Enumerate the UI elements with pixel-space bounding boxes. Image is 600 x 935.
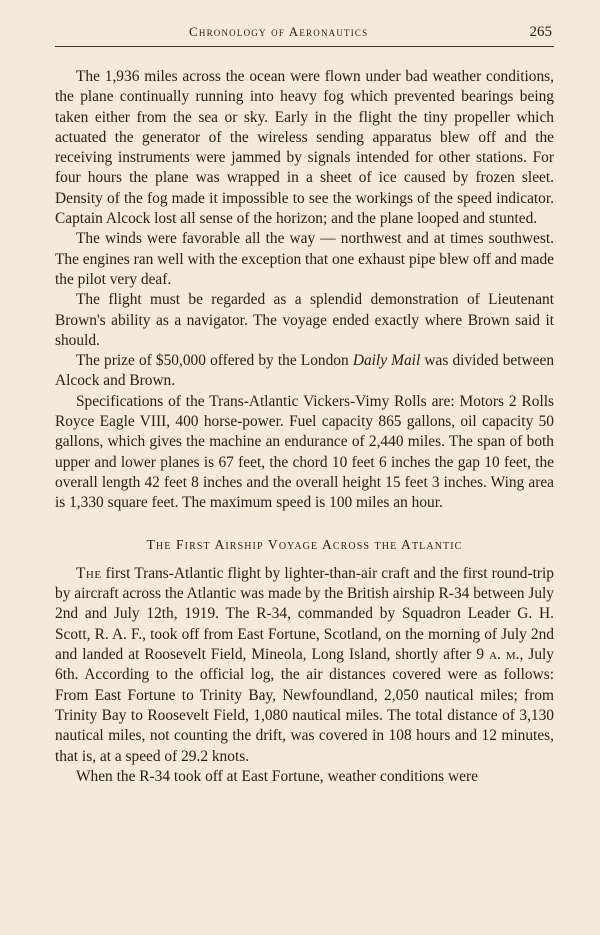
paragraph-flight-conditions: The 1,936 miles across the ocean were flown under bad weather conditions, the plane continually running into heavy fog which prevented bearings being taken either from the sea or sky. Early in the flight the tiny propeller which actuated the generator of the wireless sending apparatus blew off and the receiving instruments were jammed by signals intended for other stations. For four hours the plane was wrapped in a sheet of ice caused by frozen sleet. Density of the fog made it impossible to see the workings of the speed indicator. Captain Alcock lost all sense of the horizon; and the plane looped and stunted. [55, 68, 554, 228]
prize-text-end: was divided between Alcock and Brown. [55, 352, 555, 390]
paragraph-airship-voyage [55, 564, 554, 767]
section-heading: The First Airship Voyage Across the Atlantic [146, 536, 463, 552]
paragraph-prize [55, 351, 554, 392]
prize-text-start: The prize of $50,000 offered by the London [76, 352, 353, 370]
page-number: 265 [529, 24, 552, 40]
airship-text-end: , July 6th. According to the official log, the air distances covered were as follows: From East Fortune to Trinity Bay, Newfoundland, 2,050 nautical miles; from Trinity Bay to Roosevelt Field, 1,080 nautical miles. The total distance of 3,130 nautical miles, not counting the drift, was covered in 108 hours and 12 minutes, that is, at a speed of 29.2 knots. [55, 646, 554, 765]
newspaper-name: Daily Mail [352, 352, 421, 370]
time-abbreviation: a. m. [489, 646, 520, 664]
running-header [55, 24, 554, 47]
body-text [55, 67, 554, 787]
airship-text-start: first Trans-Atlantic flight by lighter-than-air craft and the first round-trip by aircraft across the Atlantic was made by the British airship R-34 between July 2nd and July 12th, 1919. The R-34, commanded by Squadron Leader G. H. Scott, R. A. F., took off from East Fortune, Scotland, on the morning of July 2nd and landed at Roosevelt Field, Mineola, Long Island, shortly after 9 [55, 564, 554, 664]
running-title: Chronology of Aeronautics [189, 24, 369, 39]
paragraph-navigation: The flight must be regarded as a splendid demonstration of Lieutenant Brown's ability as a navigator. The voyage ended exactly where Brown said it should. [55, 291, 554, 349]
paragraph-winds: The winds were favorable all the way — northwest and at times southwest. The engines ran well with the exception that one exhaust pipe blew off and made the pilot very deaf. [55, 230, 554, 288]
paragraph-takeoff: When the R-34 took off at East Fortune, weather conditions were [76, 767, 478, 785]
paragraph-specifications: Specifications of the Trans-Atlantic Vickers-Vimy Rolls are: Motors 2 Rolls Royce Eagle VIII, 400 horse-power. Fuel capacity 865 gallons, oil capacity 50 gallons, which gives the machine an endurance of 2,440 miles. The span of both upper and lower planes is 67 feet, the chord 10 feet 6 inches the gap 10 feet, the overall length 42 feet 8 inches and the overall height 15 feet 3 inches. Wing area is 1,330 square feet. The maximum speed is 100 miles an hour. [55, 392, 554, 512]
lead-word: The [76, 564, 102, 582]
